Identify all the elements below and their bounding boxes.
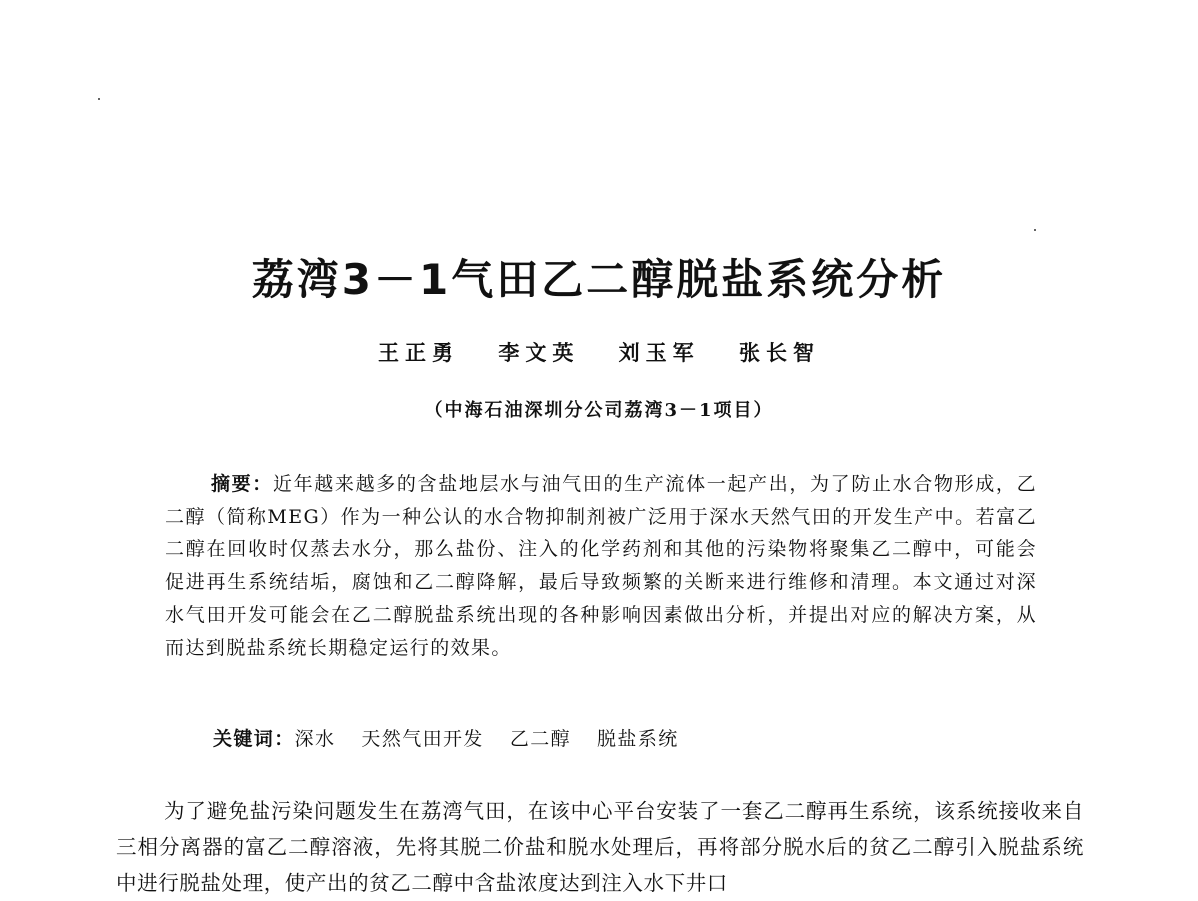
- keyword: 深水: [294, 728, 336, 750]
- author-name: 张长智: [738, 340, 820, 365]
- keyword: 脱盐系统: [597, 728, 679, 750]
- keyword: 天然气田开发: [361, 728, 484, 750]
- abstract: [165, 468, 1037, 664]
- scan-speck: [98, 98, 100, 100]
- abstract-text: 近年越来越多的含盐地层水与油气田的生产流体一起产出，为了防止水合物形成，乙二醇（简称MEG）作为一种公认的水合物抑制剂被广泛用于深水天然气田的开发生产中。若富乙二醇在回收时仅蒸去水分，那么盐份、注入的化学药剂和其他的污染物将聚集乙二醇中，可能会促进再生系统结垢，腐蚀和乙二醇降解，最后导致频繁的关断来进行维修和清理。本文通过对深水气田开发可能会在乙二醇脱盐系统出现的各种影响因素做出分析，并提出对应的解决方案，从而达到脱盐系统长期稳定运行的效果。: [165, 473, 1037, 659]
- keyword: 乙二醇: [509, 728, 572, 750]
- paper-title: 荔湾3－1气田乙二醇脱盐系统分析: [251, 255, 947, 304]
- author-name: 刘玉军: [618, 340, 700, 365]
- author-name: 李文英: [498, 340, 580, 365]
- scan-speck: [1034, 229, 1036, 231]
- author-affiliation: （中海石油深圳分公司荔湾3－1项目）: [424, 400, 774, 421]
- keywords: [213, 723, 705, 755]
- author-list: [0, 338, 1198, 368]
- author-name: 王正勇: [378, 340, 460, 365]
- keywords-label: 关键词：: [213, 728, 295, 750]
- body-paragraph: 为了避免盐污染问题发生在荔湾气田，在该中心平台安装了一套乙二醇再生系统，该系统接收来自三相分离器的富乙二醇溶液，先将其脱二价盐和脱水处理后，再将部分脱水后的贫乙二醇引入脱盐系统中进行脱盐处理，使产出的贫乙二醇中含盐浓度达到注入水下井口: [116, 799, 1084, 895]
- abstract-label: 摘要：: [211, 473, 273, 495]
